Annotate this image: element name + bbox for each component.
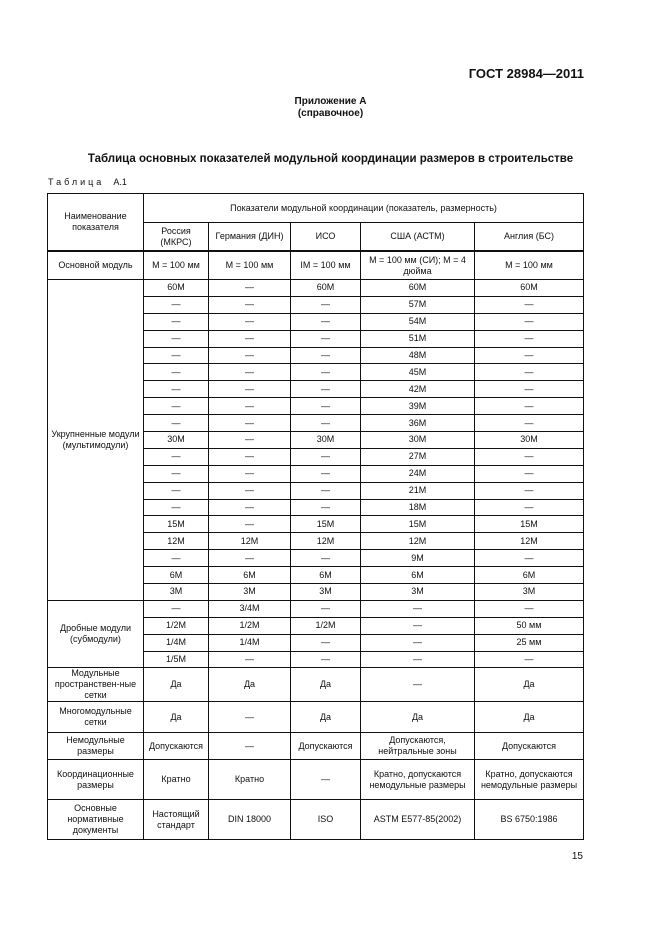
name-header: Наименование показателя (48, 194, 144, 252)
cell: — (209, 482, 291, 499)
cell: М = 100 мм (144, 251, 209, 280)
cell: Кратно (209, 760, 291, 800)
cell: Да (291, 702, 361, 733)
cell: 60М (361, 280, 475, 297)
cell: — (209, 516, 291, 533)
cell: 9М (361, 550, 475, 567)
column-header: Германия (ДИН) (209, 223, 291, 252)
cell: 6М (291, 567, 361, 584)
cell: Да (144, 702, 209, 733)
cell: Кратно, допускаются немодульные размеры (361, 760, 475, 800)
cell: — (209, 330, 291, 347)
cell: 3/4М (209, 600, 291, 617)
cell: 3М (209, 584, 291, 601)
column-header: Россия (МКРС) (144, 223, 209, 252)
cell: — (291, 381, 361, 398)
table-row (48, 760, 584, 800)
cell: 1/4М (144, 634, 209, 651)
cell: — (361, 668, 475, 702)
cell: — (291, 313, 361, 330)
cell: 60М (291, 280, 361, 297)
cell: 12М (361, 533, 475, 550)
table-title: Таблица основных показателей модульной координации размеров в строительстве (87, 153, 574, 165)
cell: — (209, 465, 291, 482)
cell: — (209, 364, 291, 381)
cell: — (475, 465, 584, 482)
cell: — (475, 313, 584, 330)
cell: — (475, 296, 584, 313)
cell: — (144, 313, 209, 330)
table-row (48, 733, 584, 760)
cell: — (291, 600, 361, 617)
cell: Да (475, 668, 584, 702)
cell: 36М (361, 415, 475, 432)
cell: BS 6750:1986 (475, 800, 584, 840)
cell: — (291, 760, 361, 800)
column-header: ИСО (291, 223, 361, 252)
cell: Кратно (144, 760, 209, 800)
table-row (48, 600, 584, 617)
group-header: Показатели модульной координации (показатель, размерность) (144, 194, 584, 223)
cell: 12М (475, 533, 584, 550)
standard-number: ГОСТ 28984—2011 (468, 66, 584, 81)
cell: — (209, 499, 291, 516)
cell: — (209, 381, 291, 398)
table-label (48, 177, 127, 187)
cell: — (291, 550, 361, 567)
cell: 57М (361, 296, 475, 313)
cell: — (361, 651, 475, 668)
cell: — (291, 482, 361, 499)
cell: 60М (475, 280, 584, 297)
cell: Допускаются (475, 733, 584, 760)
cell: Да (209, 668, 291, 702)
cell: Допускаются (291, 733, 361, 760)
cell: 3М (144, 584, 209, 601)
column-header: США (АСТМ) (361, 223, 475, 252)
cell: — (291, 364, 361, 381)
cell: IМ = 100 мм (291, 251, 361, 280)
cell: — (291, 634, 361, 651)
cell: — (475, 600, 584, 617)
cell: — (144, 482, 209, 499)
cell: 15М (475, 516, 584, 533)
cell: — (144, 364, 209, 381)
cell: — (475, 381, 584, 398)
table-row (48, 280, 584, 297)
cell: 1/2М (144, 617, 209, 634)
row-label: Основные нормативные документы (48, 800, 144, 840)
cell: 21М (361, 482, 475, 499)
cell: — (475, 364, 584, 381)
cell: Да (291, 668, 361, 702)
cell: — (144, 600, 209, 617)
cell: — (475, 347, 584, 364)
cell: — (144, 330, 209, 347)
cell: — (144, 448, 209, 465)
cell: — (144, 347, 209, 364)
row-label: Модульные пространствен-ные сетки (48, 668, 144, 702)
cell: — (209, 296, 291, 313)
cell: 12М (144, 533, 209, 550)
cell: — (475, 482, 584, 499)
cell: 42М (361, 381, 475, 398)
cell: — (144, 415, 209, 432)
cell: 3М (475, 584, 584, 601)
cell: 3М (361, 584, 475, 601)
cell: 27М (361, 448, 475, 465)
cell: Кратно, допускаются немодульные размеры (475, 760, 584, 800)
cell: — (144, 398, 209, 415)
table-label-word: Таблица (48, 177, 105, 187)
cell: — (361, 600, 475, 617)
column-header: Англия (БС) (475, 223, 584, 252)
cell: — (291, 651, 361, 668)
cell: 6М (209, 567, 291, 584)
cell: 30М (475, 432, 584, 449)
cell: 1/2М (209, 617, 291, 634)
row-label: Основной модуль (48, 251, 144, 280)
row-label: Многомодульные сетки (48, 702, 144, 733)
cell: — (291, 448, 361, 465)
cell: Настоящий стандарт (144, 800, 209, 840)
annex-title: Приложение А (294, 96, 367, 107)
cell: — (209, 733, 291, 760)
cell: — (209, 651, 291, 668)
annex-note: (справочное) (297, 108, 364, 119)
cell: 24М (361, 465, 475, 482)
cell: — (209, 550, 291, 567)
cell: — (209, 398, 291, 415)
cell: — (291, 398, 361, 415)
cell: 30М (361, 432, 475, 449)
cell: — (209, 415, 291, 432)
cell: — (475, 415, 584, 432)
cell: 60М (144, 280, 209, 297)
table-row (48, 702, 584, 733)
cell: 1/5М (144, 651, 209, 668)
cell: — (144, 465, 209, 482)
cell: 1/4М (209, 634, 291, 651)
cell: 45М (361, 364, 475, 381)
cell: — (291, 330, 361, 347)
cell: ASTM E577-85(2002) (361, 800, 475, 840)
cell: — (209, 448, 291, 465)
row-label: Немодульные размеры (48, 733, 144, 760)
cell: — (209, 313, 291, 330)
table-row (48, 251, 584, 280)
cell: — (291, 296, 361, 313)
cell: — (144, 499, 209, 516)
cell: — (291, 347, 361, 364)
cell: 51М (361, 330, 475, 347)
cell: — (144, 296, 209, 313)
cell: Да (144, 668, 209, 702)
table-row (48, 800, 584, 840)
table-row (48, 668, 584, 702)
cell: 30М (144, 432, 209, 449)
cell: — (291, 499, 361, 516)
cell: — (209, 347, 291, 364)
cell: 15М (361, 516, 475, 533)
row-label: Дробные модули (субмодули) (48, 600, 144, 668)
cell: — (475, 651, 584, 668)
cell: 15М (291, 516, 361, 533)
cell: Допускаются (144, 733, 209, 760)
cell: — (361, 634, 475, 651)
cell: — (144, 550, 209, 567)
cell: — (361, 617, 475, 634)
cell: — (144, 381, 209, 398)
cell: Да (361, 702, 475, 733)
cell: ISO (291, 800, 361, 840)
row-label: Укрупненные модули (мультимодули) (48, 280, 144, 601)
cell: — (291, 415, 361, 432)
cell: 6М (475, 567, 584, 584)
cell: 12М (209, 533, 291, 550)
cell: — (209, 280, 291, 297)
cell: — (475, 398, 584, 415)
cell: 50 мм (475, 617, 584, 634)
cell: 54М (361, 313, 475, 330)
cell: 15М (144, 516, 209, 533)
cell: М = 100 мм (СИ); М = 4 дюйма (361, 251, 475, 280)
cell: — (291, 465, 361, 482)
cell: — (475, 330, 584, 347)
cell: 1/2М (291, 617, 361, 634)
cell: 30М (291, 432, 361, 449)
cell: — (209, 702, 291, 733)
cell: — (475, 550, 584, 567)
cell: 39М (361, 398, 475, 415)
cell: 25 мм (475, 634, 584, 651)
cell: 48М (361, 347, 475, 364)
cell: 3М (291, 584, 361, 601)
row-label: Координационные размеры (48, 760, 144, 800)
annex-heading (0, 96, 661, 120)
cell: — (475, 448, 584, 465)
cell: — (209, 432, 291, 449)
cell: Да (475, 702, 584, 733)
cell: 18М (361, 499, 475, 516)
table-label-number: А.1 (113, 177, 127, 187)
modular-coordination-table (47, 193, 584, 840)
cell: 6М (144, 567, 209, 584)
cell: DIN 18000 (209, 800, 291, 840)
cell: Допускаются, нейтральные зоны (361, 733, 475, 760)
cell: М = 100 мм (475, 251, 584, 280)
page-number: 15 (571, 851, 583, 862)
cell: 6М (361, 567, 475, 584)
cell: — (475, 499, 584, 516)
cell: 12М (291, 533, 361, 550)
cell: М = 100 мм (209, 251, 291, 280)
